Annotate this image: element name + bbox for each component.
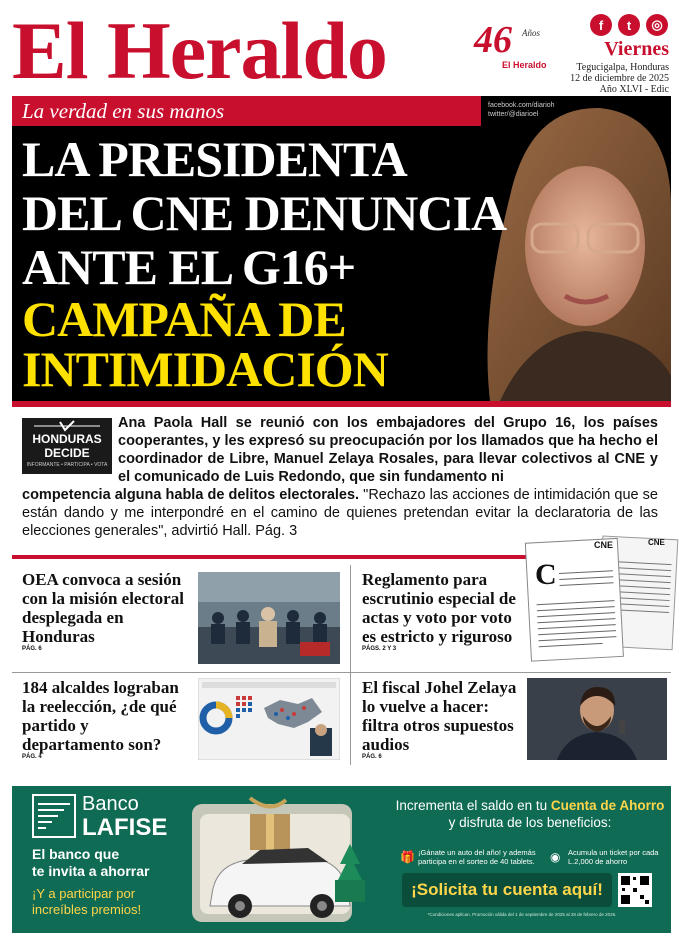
document-brand-2: CNE xyxy=(648,538,665,547)
badge-line2: DECIDE xyxy=(44,446,90,460)
story-reglamento[interactable] xyxy=(362,570,522,652)
ad-fine-print: *Condiciones aplican. Promoción válida del 1 de septiembre de 2025 al 28 de febrero de 2026. xyxy=(427,912,617,917)
facebook-icon[interactable]: f xyxy=(590,14,612,36)
ad-slogan-line: te invita a ahorrar xyxy=(32,863,150,879)
edition-city: Tegucigalpa, Honduras xyxy=(576,62,669,73)
fiscal-photo xyxy=(527,678,667,760)
honduras-decide-badge xyxy=(22,418,112,474)
story-title[interactable]: 184 alcaldes lograban la reelección, ¿de qué partido y departamento son? xyxy=(22,678,179,754)
ad-offer-pre: Incrementa el saldo en tu xyxy=(395,798,551,813)
document-brand: CNE xyxy=(594,540,614,550)
ad-offer-account: Cuenta de Ahorro xyxy=(550,798,665,813)
main-headline xyxy=(22,132,506,294)
main-headline-highlight xyxy=(22,291,388,397)
story-page: PÁGS. 2 Y 3 xyxy=(362,646,397,652)
ad-call-line: increíbles premios! xyxy=(32,902,142,917)
ad-slogan-line: El banco que xyxy=(32,846,120,862)
facebook-handle[interactable]: facebook.com/diarioh xyxy=(488,102,555,109)
newspaper-logo: El Heraldo xyxy=(12,5,387,96)
document-thumbnail xyxy=(520,533,680,663)
twitter-handle[interactable]: twitter/@diarioel xyxy=(488,111,539,118)
twitter-icon[interactable]: t xyxy=(618,14,640,36)
badge-line1: HONDURAS xyxy=(32,432,102,446)
edition-number: Año XLVI - Edic xyxy=(599,84,669,95)
headline-line: DEL CNE DENUNCIA xyxy=(22,185,507,241)
row-divider xyxy=(12,672,671,673)
story-title[interactable]: El fiscal Johel Zelaya lo vuelve a hacer: filtra otros supuestos audios xyxy=(362,678,517,754)
infographic-thumbnail xyxy=(198,678,340,760)
ad-offer-post: y disfruta de los beneficios: xyxy=(448,815,612,830)
anniversary-number: 46 xyxy=(474,19,512,61)
social-links xyxy=(590,14,668,36)
ticket-icon: ◉ xyxy=(550,850,561,864)
car-prize-image xyxy=(190,794,390,930)
ad-slogan xyxy=(32,846,150,880)
social-handles xyxy=(488,101,555,119)
ad-call xyxy=(32,886,141,918)
ad-benefit-1: ¡Gánate un auto del año! y además participa en el sorteo de 40 tablets. xyxy=(418,848,536,866)
anniversary-word: Años xyxy=(522,28,540,38)
edition-day: Viernes xyxy=(604,38,669,60)
apply-account-button[interactable]: ¡Solicita tu cuenta aquí! xyxy=(402,873,612,907)
headline-line: CAMPAÑA DE xyxy=(22,291,346,347)
column-divider xyxy=(350,565,351,765)
headline-line: ANTE EL G16+ xyxy=(22,239,356,295)
tagline: La verdad en sus manos xyxy=(22,99,225,123)
document-letter: C xyxy=(535,558,557,591)
story-title[interactable]: Reglamento para escrutinio especial de actas y voto por voto es estricto y riguroso xyxy=(362,570,516,646)
edition-date: 12 de diciembre de 2025 xyxy=(570,73,669,84)
story-title[interactable]: OEA convoca a sesión con la misión electoral desplegada en Honduras xyxy=(22,570,184,646)
instagram-icon[interactable]: ◎ xyxy=(646,14,668,36)
headline-line: INTIMIDACIÓN xyxy=(22,341,388,397)
ad-offer xyxy=(395,797,665,831)
badge-line3: INFORMANTE • PARTICIPA • VOTA xyxy=(26,462,108,468)
oea-session-photo xyxy=(198,572,340,664)
lead-text-bold-2: competencia alguna habla de delitos electorales. xyxy=(22,487,360,503)
story-fiscal[interactable] xyxy=(362,678,522,760)
edition-info xyxy=(570,62,669,95)
qr-code-icon[interactable] xyxy=(618,873,652,907)
ad-benefit-2: Acumula un ticket por cada L.2,000 de ahorro xyxy=(568,848,659,866)
lead-quote: "Rechazo las acciones de intimidación que se están dando y me interpondré en el camino de quienes pretendan evitar la declaratoria de las elecciones generales", advirtió Hall. Pág. 3 xyxy=(22,487,658,539)
lead-paragraph-cont xyxy=(22,486,658,540)
headline-line: LA PRESIDENTA xyxy=(22,131,407,187)
story-alcaldes[interactable] xyxy=(22,678,192,760)
story-page: PÁG. 6 xyxy=(362,754,382,760)
story-page: PÁG. 6 xyxy=(22,646,42,652)
ad-brand-line1: Banco xyxy=(82,793,139,815)
lead-text-bold: Ana Paola Hall se reunió con los embajadores del Grupo 16, los países cooperantes, y les expresó su preocupación por los llamados que ha hecho el coordinador de Libre, Manuel Zelaya Rosales, para llevar colectivos al CNE y el comunicado de Luis Redondo, que sin fundamento ni xyxy=(118,415,658,485)
ad-brand-line2: LAFISE xyxy=(82,814,168,841)
anniversary-mark xyxy=(474,18,554,76)
checkmark-icon xyxy=(32,420,102,432)
hero-divider xyxy=(12,401,671,407)
ad-call-line: ¡Y a participar por xyxy=(32,886,136,901)
lead-paragraph xyxy=(118,414,658,486)
anniversary-brand: El Heraldo xyxy=(502,60,547,70)
lafise-logo-icon xyxy=(32,794,76,838)
story-oea[interactable] xyxy=(22,570,192,652)
gift-icon: 🎁 xyxy=(400,850,415,864)
story-page: PÁG. 4 xyxy=(22,754,42,760)
